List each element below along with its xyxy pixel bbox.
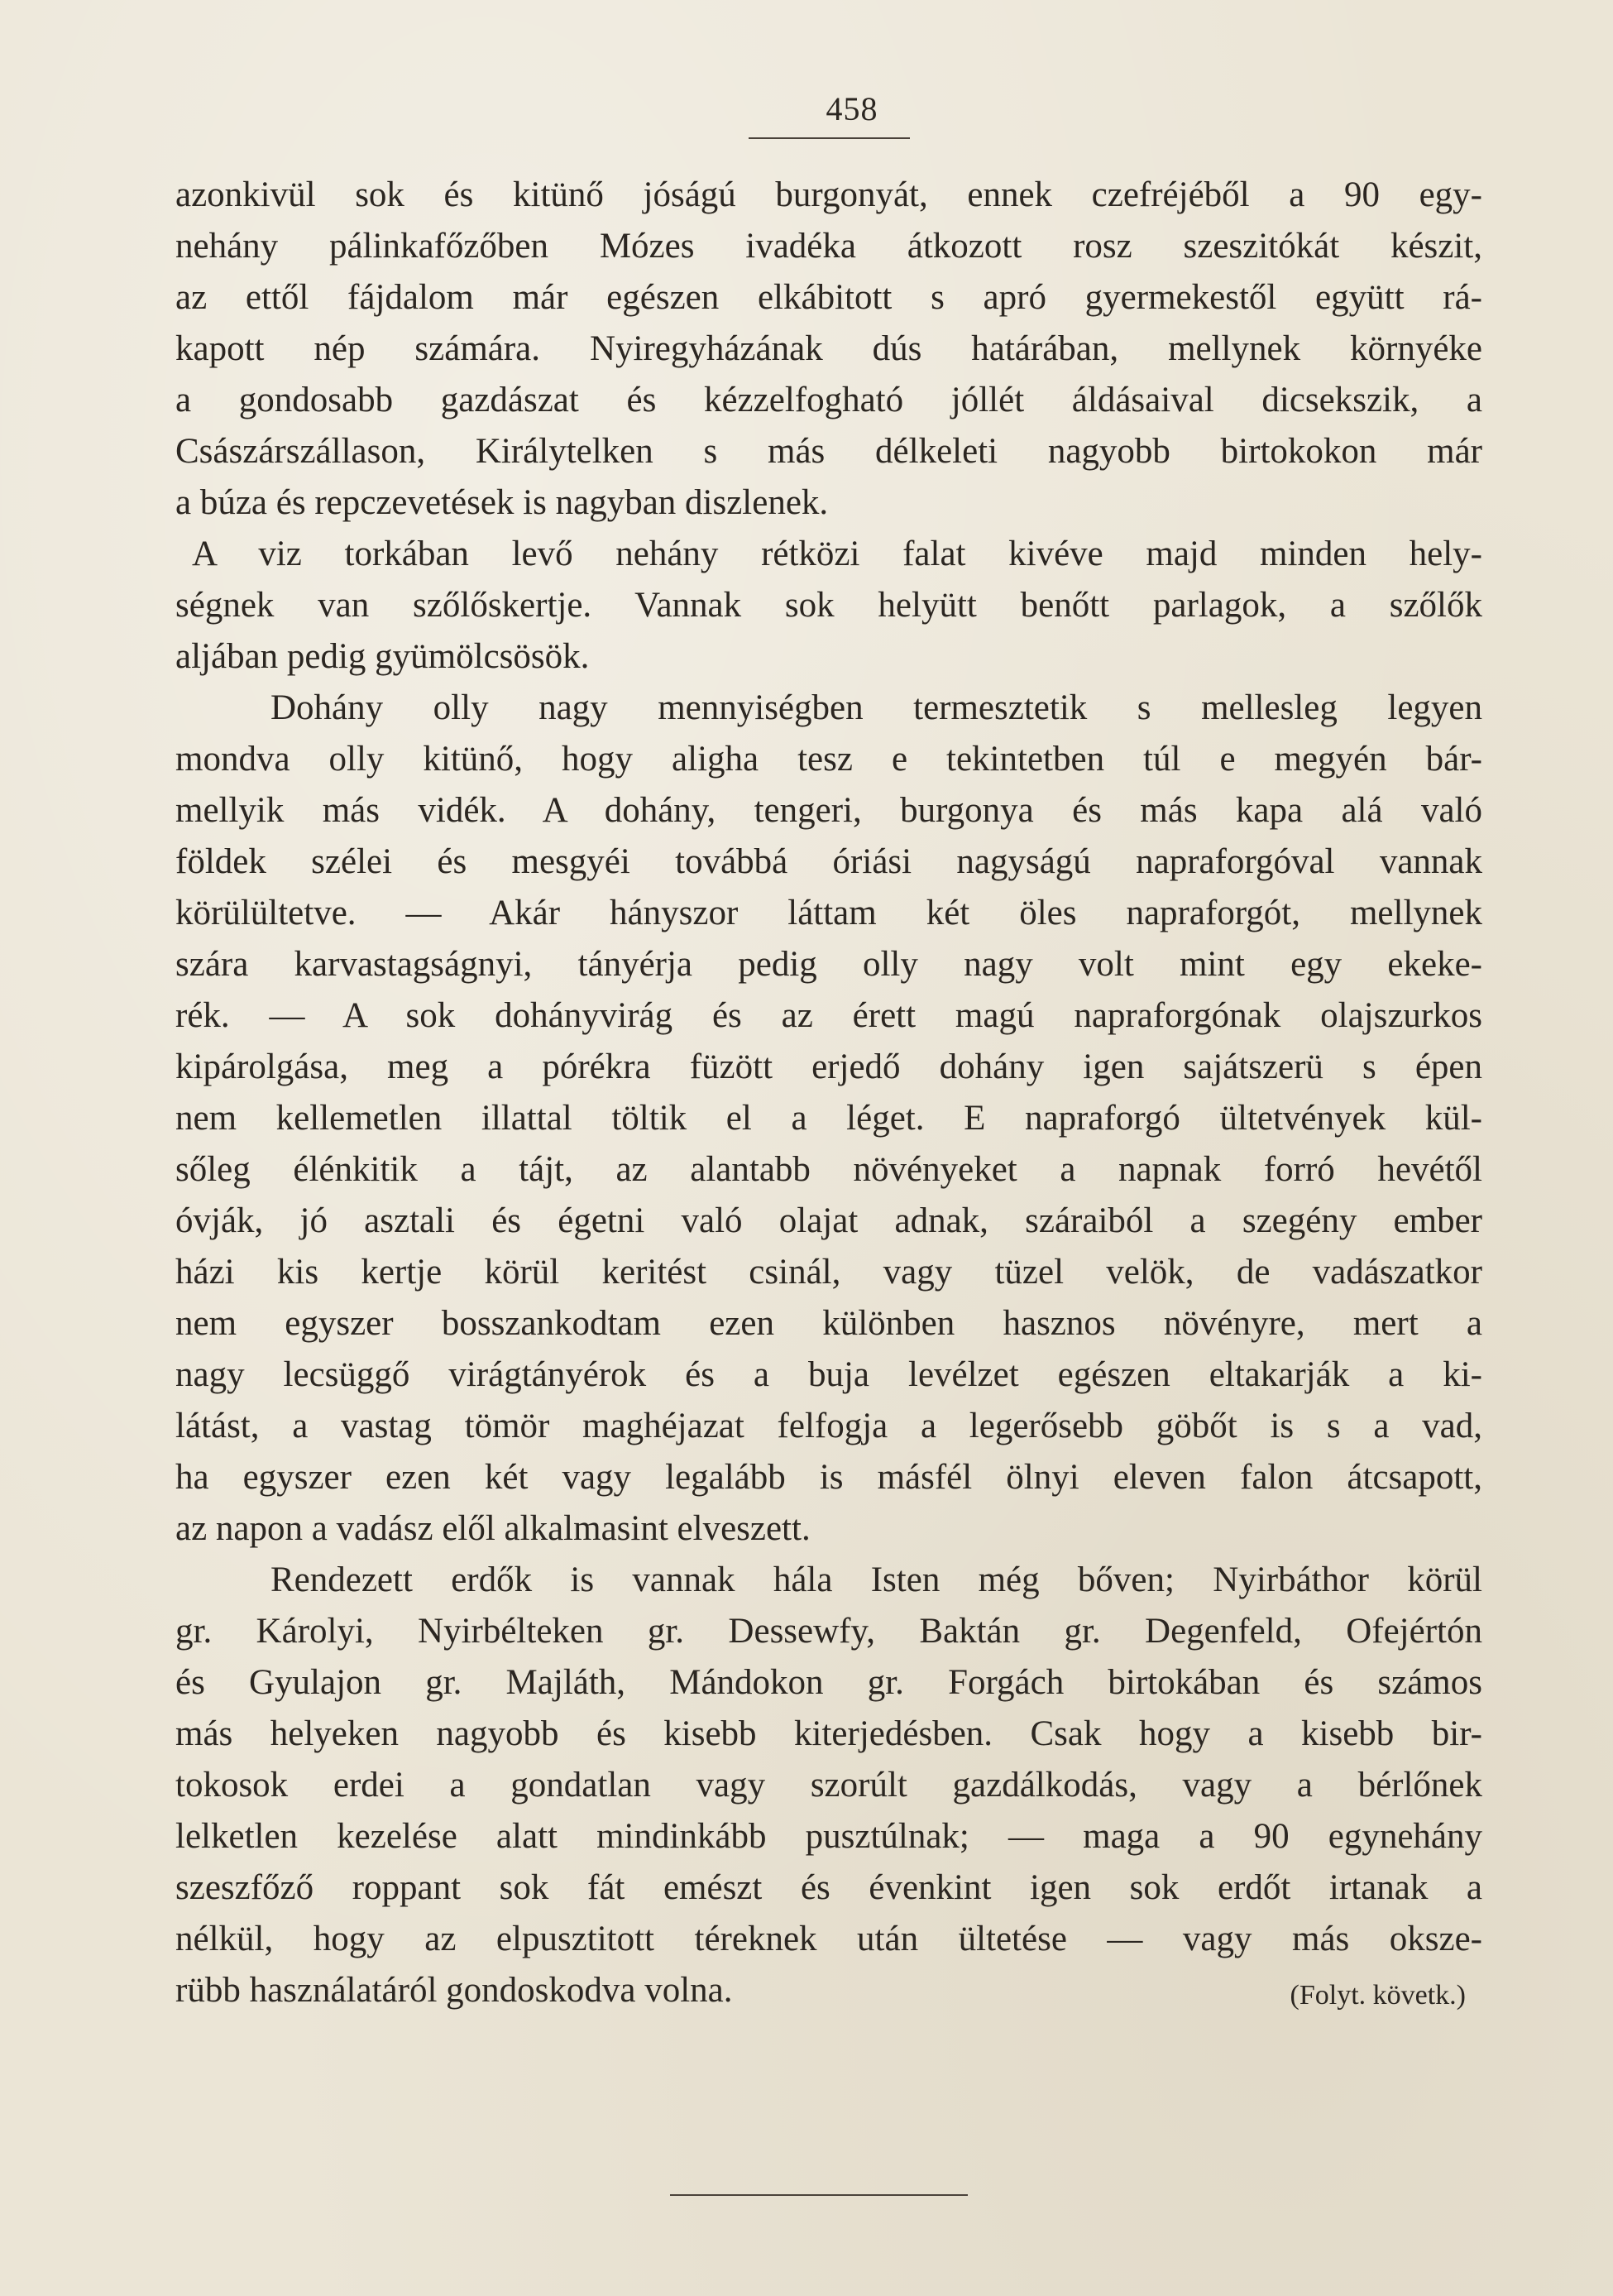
text-line	[175, 1247, 1482, 1298]
text-line	[175, 580, 1482, 631]
text-line-content: óvják, jó asztali és égetni való olajat adnak, száraiból a szegény ember	[175, 1201, 1482, 1240]
text-line	[175, 1555, 1482, 1606]
text-line-content: földek szélei és mesgyéi továbbá óriási nagyságú napraforgóval vannak	[175, 842, 1482, 881]
text-line	[175, 1657, 1482, 1709]
text-line	[175, 1811, 1482, 1862]
text-line	[175, 1452, 1482, 1503]
text-line-content: rübb használatáról gondoskodva volna.	[175, 1971, 733, 2010]
text-line	[175, 939, 1482, 990]
text-line	[175, 170, 1482, 221]
text-line	[175, 1042, 1482, 1093]
text-line-content: házi kis kertje körül keritést csinál, vagy tüzel velök, de vadászatkor	[175, 1253, 1482, 1292]
text-line-content: azonkivül sok és kitünő jóságú burgonyát, ennek czefréjéből a 90 egy-	[175, 175, 1482, 214]
text-line-content: mondva olly kitünő, hogy aligha tesz e tekintetben túl e megyén bár-	[175, 740, 1482, 779]
text-line	[175, 324, 1482, 375]
text-line-content: lelketlen kezelése alatt mindinkább pusztúlnak; — maga a 90 egynehány	[175, 1817, 1482, 1856]
text-line-content: nagy lecsüggő virágtányérok és a buja levélzet egészen eltakarják a ki-	[175, 1355, 1482, 1394]
text-line-content: kapott nép számára. Nyiregyházának dús határában, mellynek környéke	[175, 329, 1482, 368]
text-line	[175, 1093, 1482, 1144]
text-line	[175, 1965, 1482, 2016]
text-line	[175, 785, 1482, 836]
text-line-content: szára karvastagságnyi, tányérja pedig olly nagy volt mint egy ekeke-	[175, 945, 1482, 984]
text-line-content: kipárolgása, meg a pórékra füzött erjedő dohány igen sajátszerü s épen	[175, 1047, 1482, 1086]
text-line-content: gr. Károlyi, Nyirbélteken gr. Dessewfy, Baktán gr. Degenfeld, Ofejértón	[175, 1612, 1482, 1651]
text-line	[175, 1298, 1482, 1349]
text-line	[175, 1862, 1482, 1914]
text-line-content: a gondosabb gazdászat és kézzelfogható jóllét áldásaival dicsekszik, a	[175, 381, 1482, 419]
text-line-content: ha egyszer ezen két vagy legalább is másfél ölnyi eleven falon átcsapott,	[175, 1458, 1482, 1497]
text-line-content: a búza és repczevetések is nagyban diszlenek.	[175, 483, 829, 522]
text-line	[175, 1709, 1482, 1760]
text-line-content: az napon a vadász elől alkalmasint elveszett.	[175, 1509, 811, 1548]
text-line	[175, 1503, 1482, 1555]
text-line-content: nehány pálinkafőzőben Mózes ivadéka átkozott rosz szeszitókát készit,	[175, 227, 1482, 266]
text-line	[175, 477, 1482, 529]
text-line	[175, 1760, 1482, 1811]
text-line	[175, 1914, 1482, 1965]
text-line-content: mellyik más vidék. A dohány, tengeri, burgonya és más kapa alá való	[175, 791, 1482, 830]
page-number-rule	[749, 137, 910, 139]
text-line-content: más helyeken nagyobb és kisebb kiterjedésben. Csak hogy a kisebb bir-	[175, 1714, 1482, 1753]
text-line-content: nem egyszer bosszankodtam ezen különben hasznos növényre, mert a	[175, 1304, 1482, 1343]
text-line-content: tokosok erdei a gondatlan vagy szorúlt gazdálkodás, vagy a bérlőnek	[175, 1766, 1482, 1805]
text-line-content: nem kellemetlen illattal töltik el a léget. E napraforgó ültetvények kül-	[175, 1099, 1482, 1138]
continuation-note: (Folyt. követk.)	[1290, 1980, 1466, 2011]
text-line	[175, 375, 1482, 426]
text-line-content: aljában pedig gyümölcsösök.	[175, 637, 590, 676]
text-line	[175, 990, 1482, 1042]
end-rule	[670, 2194, 968, 2196]
text-line	[175, 221, 1482, 272]
page-number: 458	[826, 90, 878, 127]
text-line-content: Dohány olly nagy mennyiségben termesztetik s mellesleg legyen	[270, 688, 1482, 727]
text-line	[175, 1606, 1482, 1657]
text-line-content: szeszfőző roppant sok fát emészt és évenkint igen sok erdőt irtanak a	[175, 1868, 1482, 1907]
text-line	[175, 529, 1482, 580]
text-line-content: sőleg élénkitik a tájt, az alantabb növényeket a napnak forró hevétől	[175, 1150, 1482, 1189]
text-line-content: Császárszállason, Királytelken s más délkeleti nagyobb birtokokon már	[175, 432, 1482, 471]
text-line-content: nélkül, hogy az elpusztitott téreknek után ültetése — vagy más oksze-	[175, 1920, 1482, 1958]
text-line	[175, 734, 1482, 785]
text-line-content: és Gyulajon gr. Majláth, Mándokon gr. Forgách birtokában és számos	[175, 1663, 1482, 1702]
text-line-content: ségnek van szőlőskertje. Vannak sok helyütt benőtt parlagok, a szőlők	[175, 586, 1482, 625]
text-line	[175, 1144, 1482, 1196]
text-line	[175, 426, 1482, 477]
text-line-content: Rendezett erdők is vannak hála Isten még bőven; Nyirbáthor körül	[270, 1560, 1482, 1599]
text-line	[175, 1349, 1482, 1401]
text-line-content: A viz torkában levő nehány rétközi falat kivéve majd minden hely-	[192, 534, 1482, 573]
text-line	[175, 631, 1482, 683]
text-line	[175, 683, 1482, 734]
text-line-content: körülültetve. — Akár hányszor láttam két öles napraforgót, mellynek	[175, 894, 1482, 932]
text-line	[175, 1196, 1482, 1247]
text-line	[175, 888, 1482, 939]
text-line	[175, 836, 1482, 888]
text-line	[175, 272, 1482, 324]
text-line	[175, 1401, 1482, 1452]
text-line-content: az ettől fájdalom már egészen elkábitott s apró gyermekestől együtt rá-	[175, 278, 1482, 317]
text-line-content: látást, a vastag tömör maghéjazat felfogja a legerősebb göbőt is s a vad,	[175, 1407, 1482, 1445]
body-text	[175, 170, 1482, 2016]
text-line-content: rék. — A sok dohányvirág és az érett magú napraforgónak olajszurkos	[175, 996, 1482, 1035]
